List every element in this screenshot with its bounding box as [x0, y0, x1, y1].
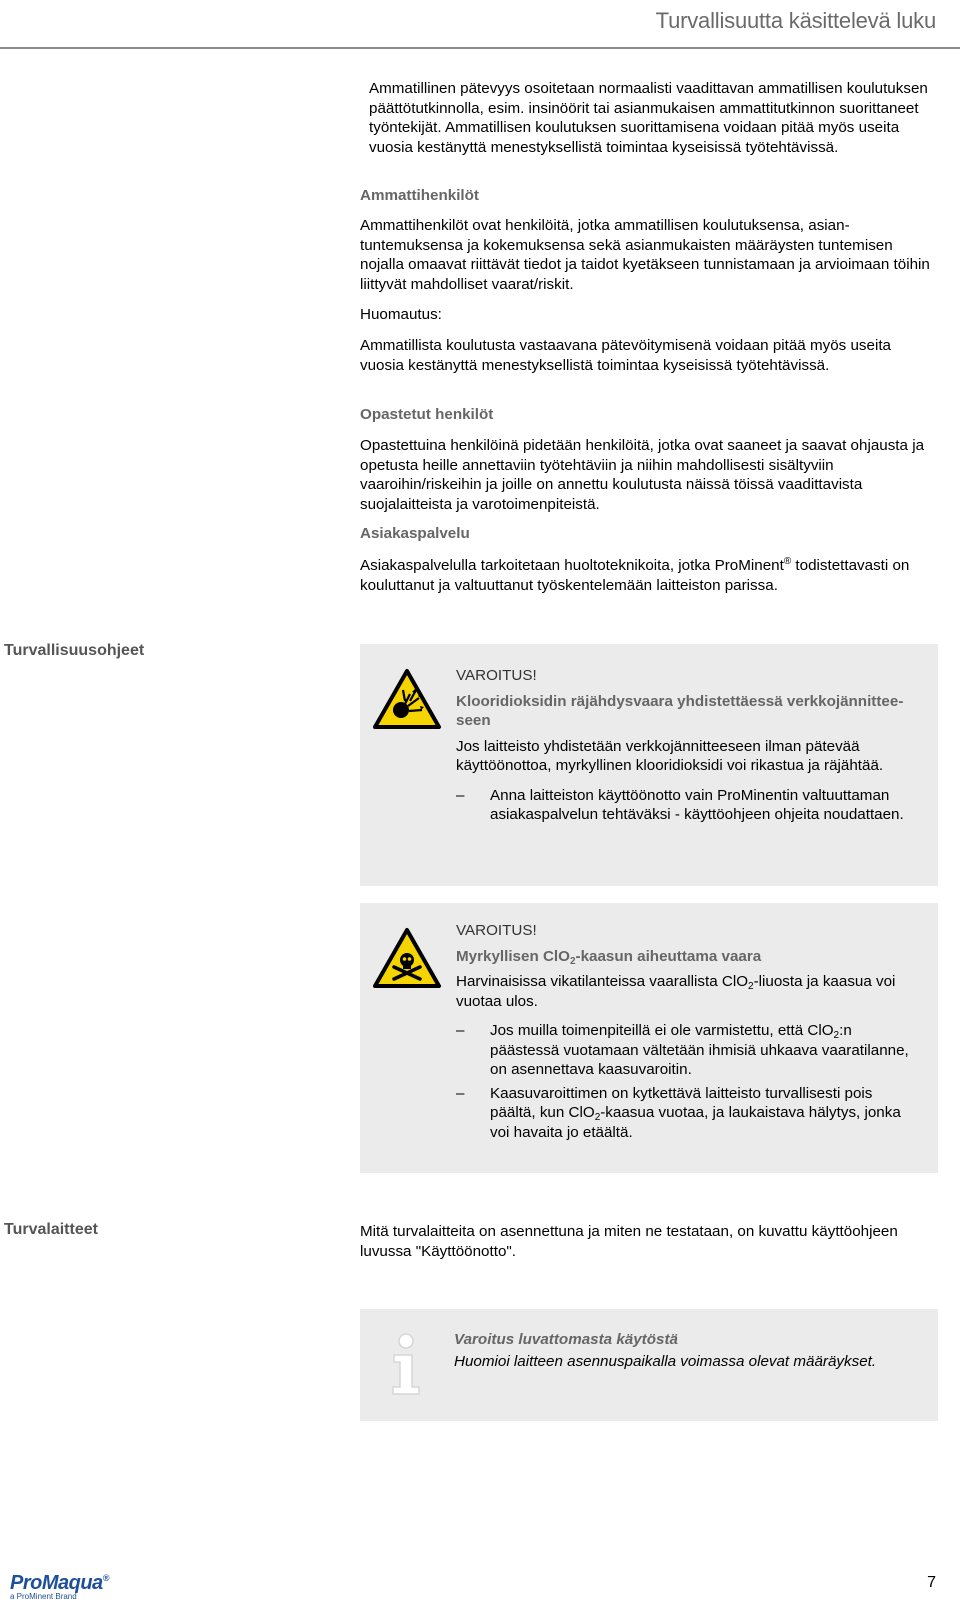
logo-registered: ®	[102, 1573, 109, 1583]
turvalaitteet-paragraph	[360, 1222, 938, 1261]
asiakaspalvelu-text-a: Asiakaspalvelulla tarkoitetaan huoltoteknikoita, jotka ProMinent	[360, 557, 784, 574]
warning1-item1-text: Anna laitteiston käyttöönotto vain ProMinentin valtuuttaman asiakaspalvelun tehtäväksi - käyttöohjeen ohjeita noudattaen.	[490, 786, 904, 823]
asiakaspalvelu-text	[360, 556, 938, 595]
warning1-list-item	[456, 786, 922, 825]
warning2-content	[456, 921, 922, 1142]
registered-mark: ®	[783, 555, 792, 567]
opastetut-paragraph	[360, 436, 938, 514]
asiakaspalvelu-text-b: todistettavasti on kouluttanut ja valtuuttanut työskentelemään laitteiston parissa.	[360, 557, 910, 594]
dash-bullet: –	[456, 1022, 465, 1039]
warning2-text-sub: 2	[748, 981, 754, 992]
warning2-item1-sub: 2	[833, 1030, 840, 1041]
warning-box-explosion	[360, 644, 938, 886]
warning2-title-b: -kaasun aiheuttama vaara	[575, 947, 762, 965]
dash-bullet: –	[456, 786, 465, 804]
intro-text: Ammatillinen pätevyys osoitetaan normaalisti vaadittavan ammatillisen koulutuksen päättötutkinnolla, esim. insinöörit tai asianmukaisen ammattitutkinnon suorittaneet työntekijät. Ammatillisen koulutuksen suorittamisena voidaan pitää myös useita vuosia kestänyttä menestyksellistä toimintaa kyseisissä työtehtävissä.	[369, 80, 928, 156]
info-box	[360, 1309, 938, 1421]
info-icon	[388, 1333, 424, 1402]
warning2-title-sub: 2	[569, 955, 576, 967]
ammattihenkilot-text: Ammattihenkilöt ovat henkilöitä, jotka ammatillisen koulutuksensa, asiantuntemuksensa ja kokemuksensa sekä asianmukaisten määräysten tuntemisen nojalla omaavat riittävät tiedot ja taidot kyetäkseen tunnistamaan ja arvioimaan töihin liittyvät mahdolliset vaarat/riskit.	[360, 217, 930, 293]
logo-maqua: Maqua	[41, 1572, 103, 1594]
warning2-text-b: -liuosta ja kaasua voi vuotaa ulos.	[456, 973, 896, 1010]
logo-pro: Pro	[10, 1572, 42, 1594]
info-content	[454, 1329, 922, 1373]
warning2-item1-b: :n päästessä vuotamaan vältetään ihmisiä uhkaava vaaratilanne, on asennettava kaasuvaroitin.	[490, 1022, 909, 1078]
warning2-title	[456, 947, 922, 967]
warning2-item2-a: Kaasuvaroittimen on kytkettävä laitteisto turvallisesti pois päältä, kun ClO	[490, 1084, 873, 1121]
dash-bullet: –	[456, 1084, 465, 1102]
note-label	[360, 305, 938, 325]
intro-paragraph	[369, 79, 939, 157]
warning2-signal: VAROITUS!	[456, 922, 537, 939]
page-header-title: Turvallisuutta käsittelevä luku	[655, 8, 936, 33]
header-divider	[0, 47, 960, 49]
warning2-list-item	[456, 1084, 922, 1143]
warning2-title-a: Myrkyllisen ClO	[456, 947, 570, 965]
note-text: Ammatillista koulutusta vastaavana pätevöitymisenä voidaan pitää myös useita vuosia kestänyttä menestyksellistä toimintaa kyseisissä työtehtävissä.	[360, 337, 891, 374]
opastetut-text: Opastettuina henkilöinä pidetään henkilöitä, jotka ovat saaneet ja saavat ohjausta ja opetusta heille annettaviin työtehtäviin ja niihin mahdollisesti sisältyviin vaaroihin/riskeihin ja joille on annettu koulutusta näissä töissä vaadittavista suojalaitteista ja varotoimenpiteistä.	[360, 437, 925, 513]
ammattihenkilot-paragraph	[360, 216, 938, 294]
page-number: 7	[927, 1574, 936, 1591]
heading-opastetut: Opastetut henkilöt	[360, 406, 494, 423]
warning1-text: Jos laitteisto yhdistetään verkkojännitteeseen ilman pätevää käyttöönottoa, myrkyllinen klooridioksidi voi rikastua ja räjähtää.	[456, 737, 884, 774]
logo-subtitle: a ProMinent Brand	[10, 1592, 77, 1601]
warning2-text-a: Harvinaisissa vikatilanteissa vaarallista ClO	[456, 973, 749, 990]
warning1-signal: VAROITUS!	[456, 667, 537, 684]
heading-turvalaitteet: Turvalaitteet	[4, 1221, 98, 1238]
warning1-title: Klooridioksidin räjähdysvaara yhdistettäessä verkkojännitteeseen	[456, 692, 904, 729]
warning-box-toxic	[360, 903, 938, 1173]
warning1-content	[456, 666, 922, 825]
info-text: Huomioi laitteen asennuspaikalla voimassa olevat määräykset.	[454, 1353, 877, 1370]
warning2-text	[456, 972, 922, 1011]
heading-asiakaspalvelu: Asiakaspalvelu	[360, 525, 470, 542]
warning2-list-item	[456, 1021, 922, 1080]
asiakaspalvelu-paragraph	[360, 556, 938, 595]
warning2-item2-sub: 2	[594, 1112, 601, 1123]
toxic-warning-icon	[372, 927, 442, 994]
promaqua-logo	[10, 1572, 109, 1601]
warning2-item1-a: Jos muilla toimenpiteillä ei ole varmistettu, että ClO	[490, 1022, 834, 1039]
note-paragraph	[360, 336, 938, 375]
heading-turvallisuusohjeet: Turvallisuusohjeet	[4, 642, 145, 659]
warning2-item2-b: -kaasua vuotaa, ja laukaistava hälytys, jonka voi havaita jo etäältä.	[490, 1104, 901, 1141]
explosion-warning-icon	[372, 668, 442, 735]
info-title: Varoitus luvattomasta käytöstä	[454, 1331, 678, 1348]
note-label-text: Huomautus:	[360, 306, 442, 323]
turvalaitteet-text: Mitä turvalaitteita on asennettuna ja miten ne testataan, on kuvattu käyttöohjeen luvussa "Käyttöönotto".	[360, 1223, 898, 1260]
heading-ammattihenkilot: Ammattihenkilöt	[360, 187, 479, 204]
